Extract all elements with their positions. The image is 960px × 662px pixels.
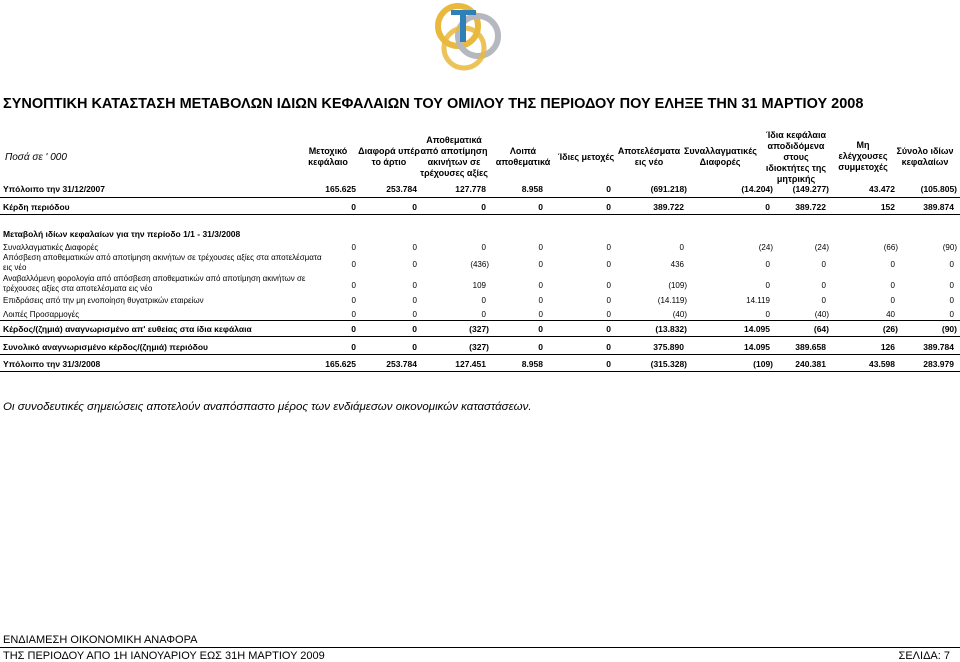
cell-value: 40	[886, 310, 895, 319]
cell-value: 0	[351, 310, 356, 319]
cell-value: 0	[765, 260, 770, 269]
cell-value: 0	[606, 342, 611, 352]
cell-value: (13.832)	[655, 324, 687, 334]
cell-value: (90)	[942, 243, 957, 252]
cell-value: 0	[538, 310, 543, 319]
cell-value: 0	[890, 260, 895, 269]
row-label: Μεταβολή ιδίων κεφαλαίων για την περίοδο 1/1 - 31/3/2008	[3, 229, 241, 239]
cell-value: 0	[412, 281, 417, 290]
cell-value: 253.784	[386, 184, 417, 194]
cell-value: 0	[606, 281, 611, 290]
row-label: Υπόλοιπο την 31/3/2008	[3, 359, 101, 369]
col-header-revaluation-reserve: Αποθεματικά από αποτίμηση ακινήτων σε τρέχουσες αξίες	[420, 135, 488, 178]
cell-value: 0	[538, 260, 543, 269]
cell-value: 43.472	[869, 184, 895, 194]
cell-value: 14.119	[746, 296, 770, 305]
row-non-consolidation	[0, 296, 960, 310]
cell-value: 14.095	[744, 324, 770, 334]
cell-value: 0	[412, 243, 417, 252]
cell-value: 0	[606, 324, 611, 334]
cell-value: 0	[412, 342, 417, 352]
cell-value: 0	[765, 202, 770, 212]
cell-value: 389.658	[795, 342, 826, 352]
cell-value: 0	[949, 296, 954, 305]
cell-value: (436)	[470, 260, 489, 269]
cell-value: (66)	[883, 243, 898, 252]
cell-value: 0	[538, 342, 543, 352]
cell-value: 0	[606, 296, 611, 305]
col-header-total-equity: Σύνολο ιδίων κεφαλαίων	[896, 146, 954, 167]
row-label: Συνολικό αναγνωρισμένο κέρδος/(ζημιά) περιόδου	[3, 342, 208, 352]
cell-value: 0	[412, 202, 417, 212]
cell-value: 0	[821, 281, 826, 290]
cell-value: 43.598	[869, 359, 895, 369]
cell-value: 0	[481, 243, 486, 252]
col-header-non-controlling: Μη ελέγχουσες συμμετοχές	[838, 140, 888, 172]
cell-value: (64)	[813, 324, 829, 334]
row-label: Κέρδος/(ζημιά) αναγνωρισμένο απ' ευθείας στα ίδια κεφάλαια	[3, 324, 252, 334]
cell-value: 0	[412, 310, 417, 319]
cell-value: 0	[606, 202, 611, 212]
row-revaluation-depreciation	[0, 253, 960, 274]
cell-value: 0	[821, 260, 826, 269]
company-logo	[418, 2, 518, 74]
cell-value: 0	[351, 260, 356, 269]
cell-value: (90)	[941, 324, 957, 334]
cell-value: (149.277)	[792, 184, 829, 194]
cell-value: (315.328)	[650, 359, 687, 369]
cell-value: 389.874	[923, 202, 954, 212]
cell-value: 0	[538, 243, 543, 252]
cell-value: 0	[351, 342, 356, 352]
cell-value: 126	[880, 342, 895, 352]
cell-value: (109)	[753, 359, 773, 369]
footer-page-number: ΣΕΛΙΔΑ: 7	[898, 650, 950, 662]
cell-value: (327)	[469, 324, 489, 334]
cell-value: 127.451	[455, 359, 486, 369]
cell-value: 0	[679, 243, 684, 252]
cell-value: 0	[481, 310, 486, 319]
cell-value: 0	[481, 296, 486, 305]
cell-value: 0	[538, 202, 543, 212]
cell-value: 109	[472, 281, 486, 290]
cell-value: 8.958	[521, 359, 543, 369]
row-label: Κέρδη περιόδου	[3, 202, 70, 212]
cell-value: (691.218)	[650, 184, 687, 194]
cell-value: 0	[606, 260, 611, 269]
cell-value: 0	[606, 184, 611, 194]
cell-value: 0	[606, 359, 611, 369]
cell-value: 127.778	[455, 184, 486, 194]
cell-value: 0	[538, 324, 543, 334]
cell-value: 0	[606, 310, 611, 319]
cell-value: 0	[890, 281, 895, 290]
footnote: Οι συνοδευτικές σημειώσεις αποτελούν αναπόσπαστο μέρος των ενδιάμεσων οικονομικών καταστάσεων.	[3, 401, 532, 413]
cell-value: 436	[670, 260, 684, 269]
row-other-adjustments	[0, 310, 960, 324]
cell-value: 389.784	[923, 342, 954, 352]
row-label: Λοιπές Προσαρμογές	[3, 310, 80, 319]
cell-value: (24)	[814, 243, 829, 252]
row-section-heading	[0, 229, 960, 243]
cell-value: 0	[351, 202, 356, 212]
footer-period: ΤΗΣ ΠΕΡΙΟΔΟΥ ΑΠΟ 1Η ΙΑΝΟΥΑΡΙΟΥ ΕΩΣ 31Η ΜΑΡΤΙΟΥ 2009	[3, 650, 325, 662]
cell-value: 0	[351, 281, 356, 290]
col-header-retained-earnings: Αποτελέσματα εις νέο	[617, 146, 681, 167]
cell-value: 0	[351, 243, 356, 252]
col-header-other-reserves: Λοιπά αποθεματικά	[495, 146, 551, 167]
cell-value: 0	[351, 324, 356, 334]
cell-value: (24)	[758, 243, 773, 252]
cell-value: 375.890	[653, 342, 684, 352]
cell-value: 152	[880, 202, 895, 212]
row-label: Συναλλαγματικές Διαφορές	[3, 243, 99, 252]
cell-value: 0	[351, 296, 356, 305]
cell-value: 389.722	[795, 202, 826, 212]
cell-value: (105.805)	[920, 184, 957, 194]
cell-value: 0	[412, 260, 417, 269]
cell-value: (14.204)	[741, 184, 773, 194]
cell-value: 0	[949, 310, 954, 319]
unit-label: Ποσά σε ' 000	[5, 152, 67, 163]
col-header-equity-attributable: Ίδια κεφάλαια αποδιδόμενα στους ιδιοκτήτες της μητρικής	[765, 130, 827, 184]
cell-value: 0	[821, 296, 826, 305]
cell-value: 0	[412, 296, 417, 305]
cell-value: 165.625	[325, 184, 356, 194]
footer-report-title: ΕΝΔΙΑΜΕΣΗ ΟΙΚΟΝΟΜΙΚΗ ΑΝΑΦΟΡΑ	[3, 634, 198, 646]
row-label: Αναβαλλόμενη φορολογία από απόσβεση αποθεματικών από αποτίμηση ακινήτων σε τρέχουσες αξίες στα αποτελέσματα εις νέο	[3, 274, 306, 293]
cell-value: 253.784	[386, 359, 417, 369]
cell-value: 165.625	[325, 359, 356, 369]
row-label: Απόσβεση αποθεματικών από αποτίμηση ακινήτων σε τρέχουσες αξίες στα αποτελέσματα εις νέο	[3, 253, 322, 272]
row-label: Υπόλοιπο την 31/12/2007	[3, 184, 105, 194]
row-balance-2007	[0, 184, 960, 198]
col-header-treasury-shares: Ίδιες μετοχές	[557, 152, 615, 162]
cell-value: 0	[412, 324, 417, 334]
cell-value: 283.979	[923, 359, 954, 369]
cell-value: 0	[765, 281, 770, 290]
cell-value: 240.381	[795, 359, 826, 369]
cell-value: 14.095	[744, 342, 770, 352]
cell-value: (109)	[668, 281, 687, 290]
cell-value: 389.722	[653, 202, 684, 212]
cell-value: 0	[949, 281, 954, 290]
col-header-share-premium: Διαφορά υπέρ το άρτιο	[358, 146, 420, 167]
page-title: ΣΥΝΟΠΤΙΚΗ ΚΑΤΑΣΤΑΣΗ ΜΕΤΑΒΟΛΩΝ ΙΔΙΩΝ ΚΕΦΑΛΑΙΩΝ ΤΟΥ ΟΜΙΛΟΥ ΤΗΣ ΠΕΡΙΟΔΟΥ ΠΟΥ ΕΛΗΞΕ ΤΗΝ 31 ΜΑΡΤΙΟΥ 2008	[3, 96, 864, 112]
cell-value: 0	[765, 310, 770, 319]
cell-value: 8.958	[521, 184, 543, 194]
cell-value: (40)	[672, 310, 687, 319]
col-header-fx-differences: Συναλλαγματικές Διαφορές	[684, 146, 757, 167]
col-header-share-capital: Μετοχικό κεφάλαιο	[308, 146, 348, 167]
row-label: Επιδράσεις από την μη ενοποίηση θυγατρικών εταιρείων	[3, 296, 204, 305]
cell-value: 0	[606, 243, 611, 252]
cell-value: (26)	[882, 324, 898, 334]
cell-value: (327)	[469, 342, 489, 352]
cell-value: 0	[538, 296, 543, 305]
cell-value: (40)	[814, 310, 829, 319]
cell-value: 0	[949, 260, 954, 269]
cell-value: (14.119)	[657, 296, 687, 305]
cell-value: 0	[538, 281, 543, 290]
cell-value: 0	[890, 296, 895, 305]
row-deferred-tax	[0, 274, 960, 295]
cell-value: 0	[481, 202, 486, 212]
